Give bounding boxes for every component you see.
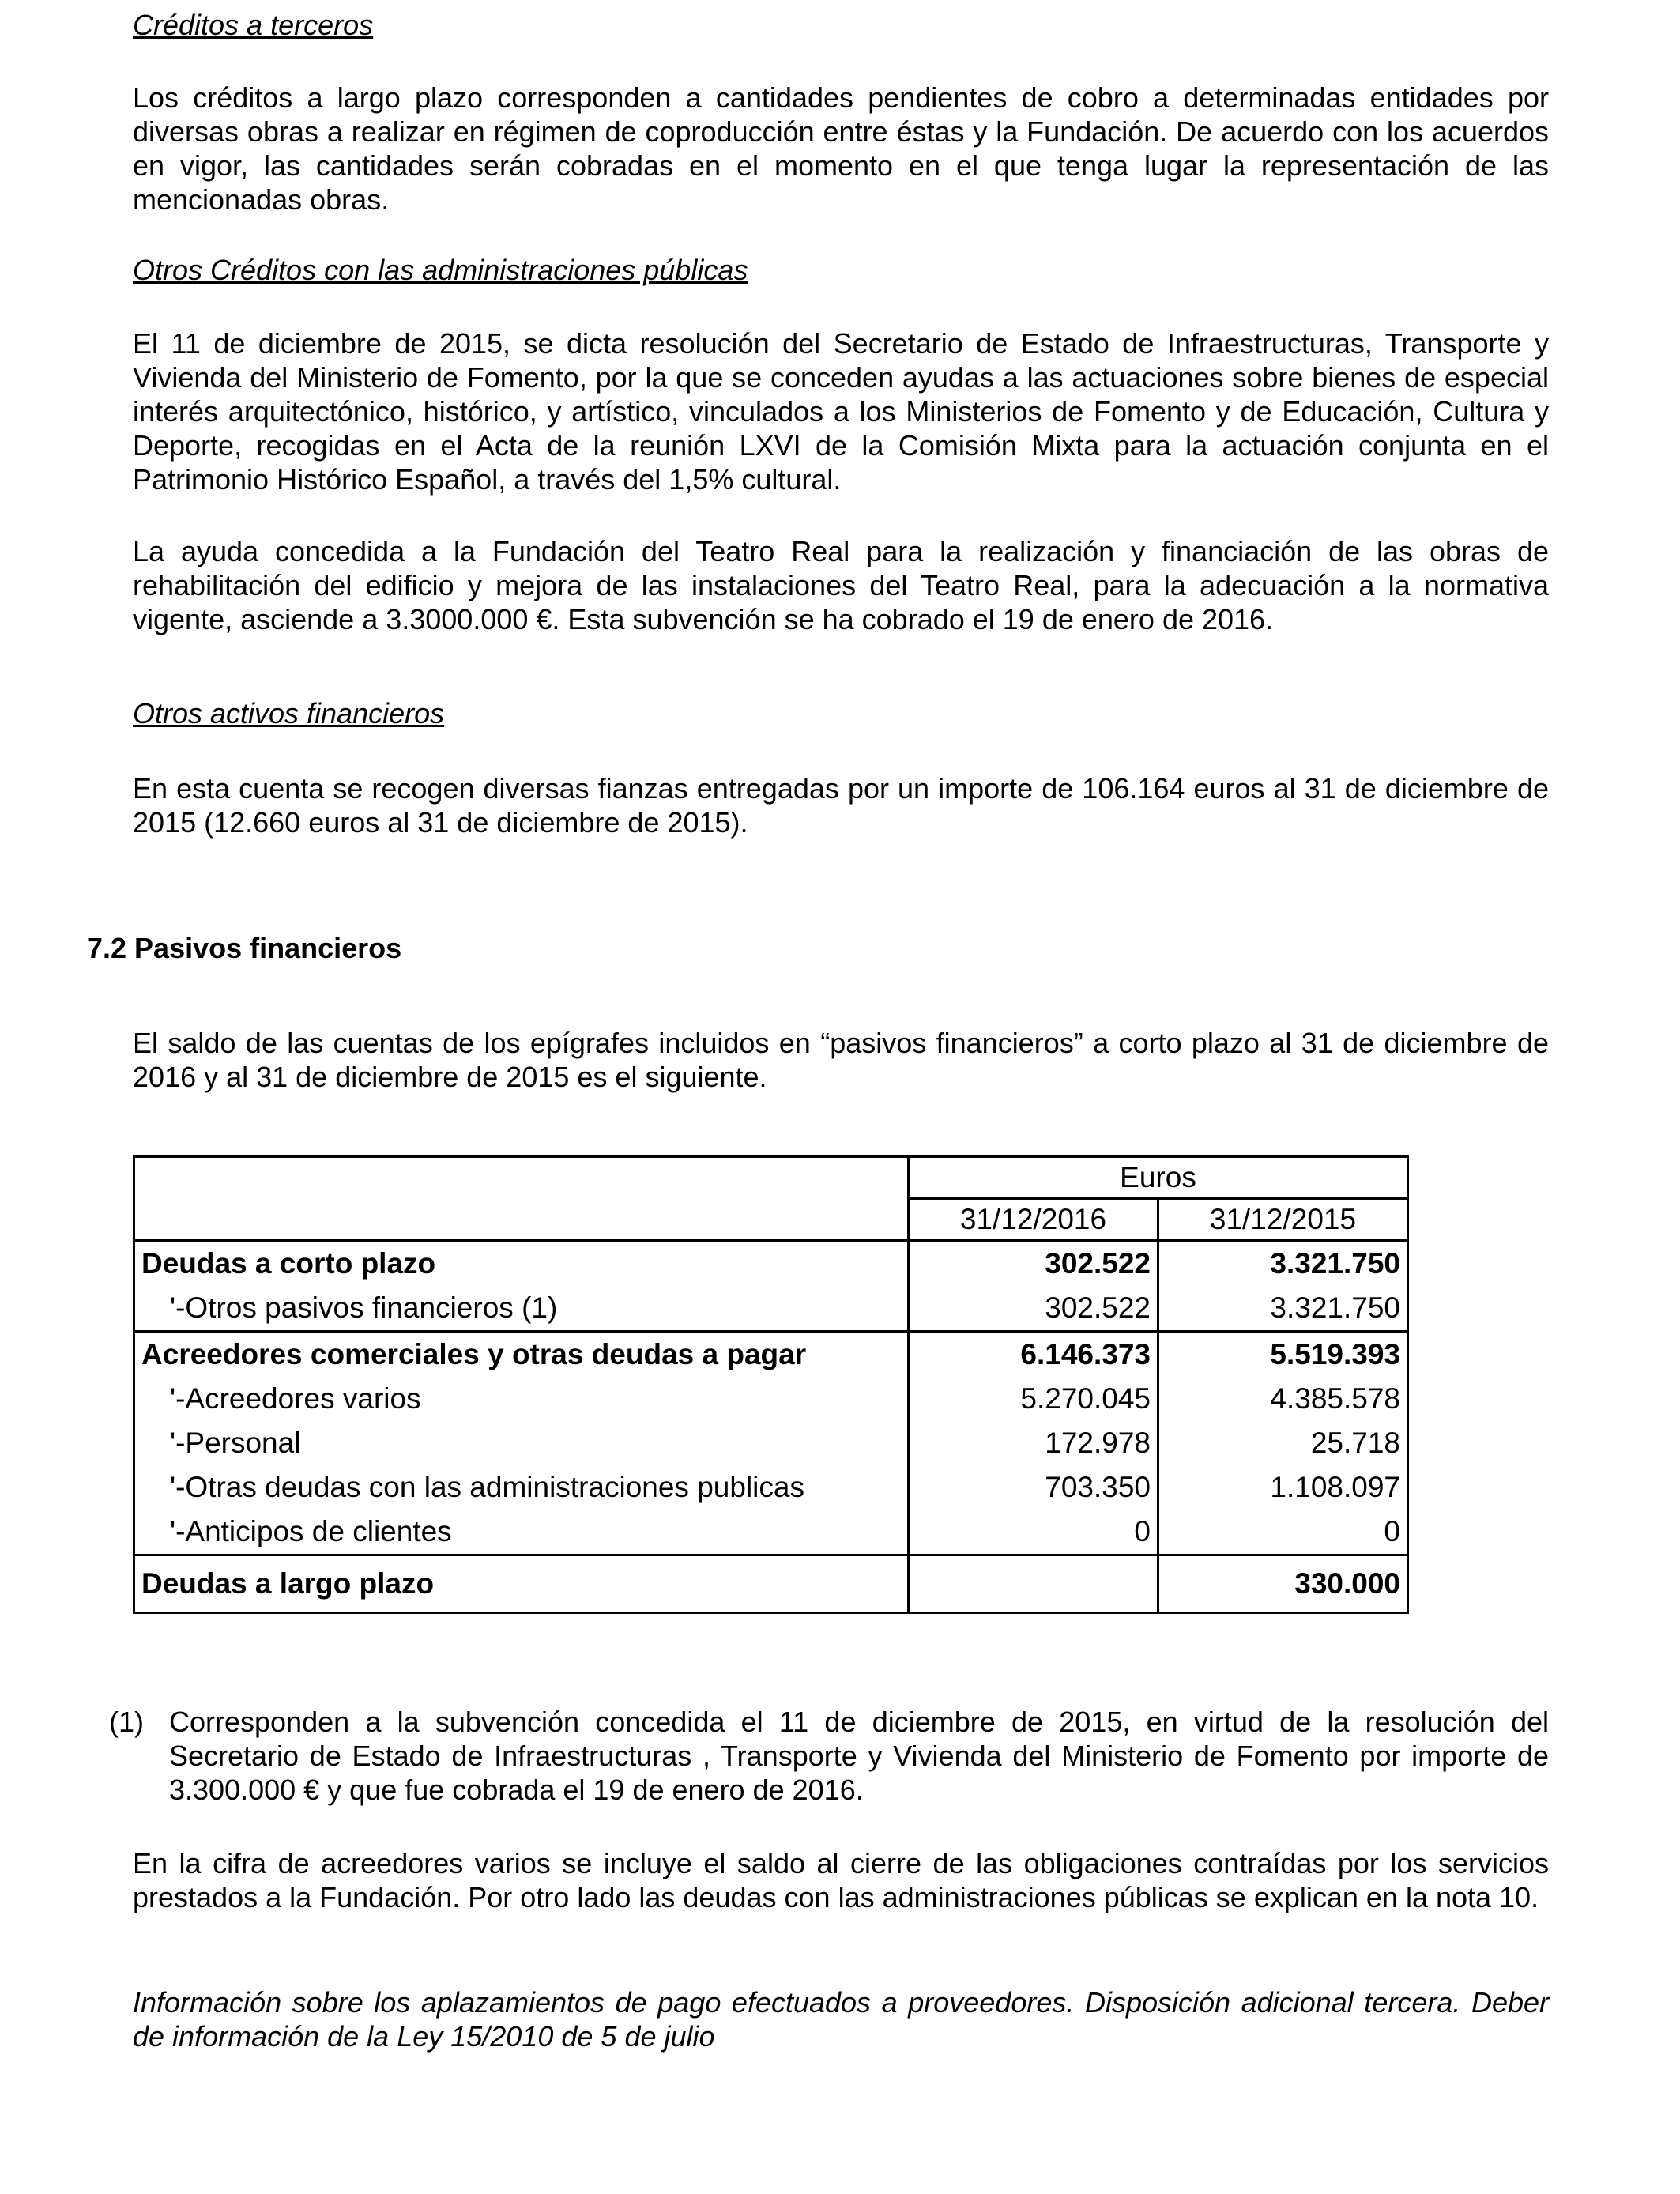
currency-header: Euros bbox=[909, 1157, 1408, 1199]
table-row bbox=[134, 1510, 1408, 1555]
acreedores-text: En la cifra de acreedores varios se incluye el saldo al cierre de las obligaciones contraídas por los servicios prestados a la Fundación. Por otro lado las deudas con las administraciones públicas se explican en la nota 10. bbox=[133, 1847, 1549, 1913]
row-label: '-Otras deudas con las administraciones publicas bbox=[134, 1465, 909, 1510]
acreedores-body bbox=[133, 1846, 1549, 1914]
table-row bbox=[134, 1241, 1408, 1287]
otros-activos-body bbox=[133, 771, 1549, 839]
otros-creditos-text2: La ayuda concedida a la Fundación del Teatro Real para la realización y financiación de las obras de rehabilitación del edificio y mejora de las instalaciones del Teatro Real, para la adecuación a la normativa vigente, asciende a 3.3000.000 €. Esta subvención se ha cobrado el 19 de enero de 2016. bbox=[133, 535, 1549, 635]
creditos-text: Los créditos a largo plazo corresponden a cantidades pendientes de cobro a determinadas entidades por diversas obras a realizar en régimen de coproducción entre éstas y la Fundación. De acuerdo con los acuerdos en vigor, las cantidades serán cobradas en el momento en el que tenga lugar la representación de las mencionadas obras. bbox=[133, 81, 1549, 216]
row-value-2016: 302.522 bbox=[909, 1241, 1158, 1287]
pasivos-text: El saldo de las cuentas de los epígrafes incluidos en “pasivos financieros” a corto plazo al 31 de diciembre de 2016 y al 31 de diciembre de 2015 es el siguiente. bbox=[133, 1027, 1549, 1093]
col-header-2015: 31/12/2015 bbox=[1158, 1199, 1408, 1241]
otros-creditos-heading bbox=[133, 253, 1549, 287]
col-header-2016: 31/12/2016 bbox=[909, 1199, 1158, 1241]
table-header-blank bbox=[134, 1157, 909, 1199]
table-row bbox=[134, 1377, 1408, 1421]
row-value-2016: 703.350 bbox=[909, 1465, 1158, 1510]
row-value-2016: 172.978 bbox=[909, 1421, 1158, 1465]
row-value-2015: 3.321.750 bbox=[1158, 1286, 1408, 1332]
row-label: Deudas a largo plazo bbox=[134, 1555, 909, 1613]
info-italic-text: Información sobre los aplazamientos de pago efectuados a proveedores. Disposición adicional tercera. Deber de información de la Ley 15/2010 de 5 de julio bbox=[133, 1986, 1549, 2053]
creditos-title: Créditos a terceros bbox=[133, 9, 374, 41]
row-label: Deudas a corto plazo bbox=[134, 1241, 909, 1287]
row-value-2016: 5.270.045 bbox=[909, 1377, 1158, 1421]
row-label: '-Otros pasivos financieros (1) bbox=[134, 1286, 909, 1332]
table-row bbox=[134, 1465, 1408, 1510]
otros-activos-title: Otros activos financieros bbox=[133, 697, 445, 729]
table-row bbox=[134, 1555, 1408, 1613]
row-value-2015: 4.385.578 bbox=[1158, 1377, 1408, 1421]
creditos-body bbox=[133, 81, 1549, 217]
row-label: Acreedores comerciales y otras deudas a pagar bbox=[134, 1332, 909, 1378]
pasivos-title: 7.2 Pasivos financieros bbox=[87, 932, 402, 964]
table-row bbox=[134, 1332, 1408, 1378]
otros-activos-heading bbox=[133, 696, 1549, 730]
table-row bbox=[134, 1286, 1408, 1332]
creditos-section bbox=[133, 8, 1549, 42]
table-header-row bbox=[134, 1157, 1408, 1199]
row-value-2016: 302.522 bbox=[909, 1286, 1158, 1332]
row-label: '-Personal bbox=[134, 1421, 909, 1465]
row-value-2016: 6.146.373 bbox=[909, 1332, 1158, 1378]
row-value-2015: 1.108.097 bbox=[1158, 1465, 1408, 1510]
row-value-2015: 330.000 bbox=[1158, 1555, 1408, 1613]
footnote bbox=[109, 1705, 1549, 1807]
row-value-2016: 0 bbox=[909, 1510, 1158, 1555]
footnote-text: Corresponden a la subvención concedida el 11 de diciembre de 2015, en virtud de la resolución del Secretario de Estado de Infraestructuras , Transporte y Vivienda del Ministerio de Fomento por importe de 3.300.000 € y que fue cobrada el 19 de enero de 2016. bbox=[169, 1706, 1549, 1806]
info-body bbox=[133, 1985, 1549, 2053]
pasivos-body bbox=[133, 1026, 1549, 1094]
row-value-2015: 3.321.750 bbox=[1158, 1241, 1408, 1287]
otros-creditos-text1: El 11 de diciembre de 2015, se dicta resolución del Secretario de Estado de Infraestructuras, Transporte y Vivienda del Ministerio de Fomento, por la que se conceden ayudas a las actuaciones sobre bienes de especial interés arquitectónico, histórico, y artístico, vinculados a los Ministerios de Fomento y de Educación, Cultura y Deporte, recogidas en el Acta de la reunión LXVI de la Comisión Mixta para la actuación conjunta en el Patrimonio Histórico Español, a través del 1,5% cultural. bbox=[133, 327, 1549, 496]
footnote-mark: (1) bbox=[109, 1706, 144, 1738]
table-header-blank-2 bbox=[134, 1199, 909, 1241]
row-label: '-Acreedores varios bbox=[134, 1377, 909, 1421]
otros-activos-text: En esta cuenta se recogen diversas fianzas entregadas por un importe de 106.164 euros al 31 de diciembre de 2015 (12.660 euros al 31 de diciembre de 2015). bbox=[133, 772, 1549, 839]
otros-creditos-body2 bbox=[133, 534, 1549, 636]
row-value-2016 bbox=[909, 1555, 1158, 1613]
row-value-2015: 5.519.393 bbox=[1158, 1332, 1408, 1378]
row-value-2015: 0 bbox=[1158, 1510, 1408, 1555]
otros-creditos-title: Otros Créditos con las administraciones públicas bbox=[133, 254, 748, 286]
row-value-2015: 25.718 bbox=[1158, 1421, 1408, 1465]
otros-creditos-body1 bbox=[133, 326, 1549, 496]
pasivos-table bbox=[133, 1155, 1409, 1614]
table-row bbox=[134, 1421, 1408, 1465]
row-label: '-Anticipos de clientes bbox=[134, 1510, 909, 1555]
table-date-row bbox=[134, 1199, 1408, 1241]
